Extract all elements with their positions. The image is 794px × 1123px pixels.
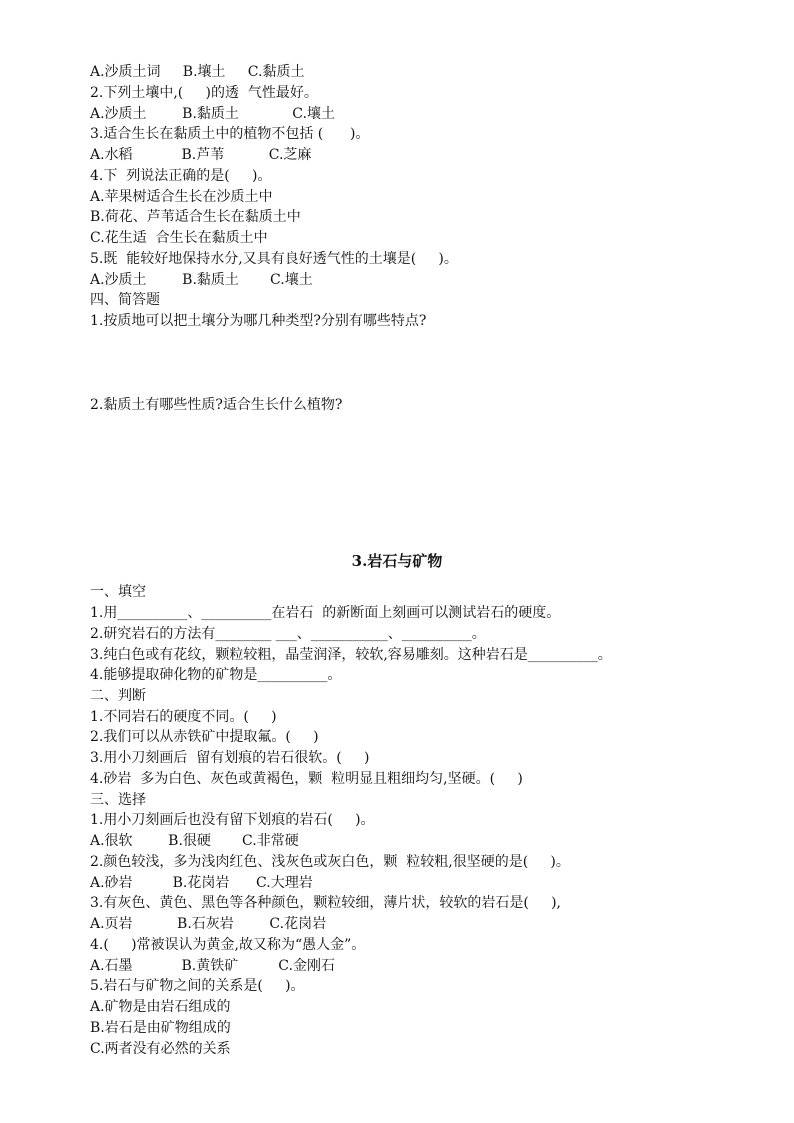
fill-q4: 4.能够提取砷化物的矿物是__________。 — [90, 667, 342, 683]
choice-heading: 三、选择 — [90, 792, 146, 808]
choice-q2-options: A.砂岩 B.花岗岩 C.大理岩 — [90, 875, 313, 891]
soil-q2-options: A.沙质土 B.黏质土 C.壤土 — [90, 106, 335, 122]
choice-q5: 5.岩石与矿物之间的关系是( )。 — [90, 978, 305, 994]
choice-q3: 3.有灰色、黄色、黑色等各种颜色，颗粒较细，薄片状，较软的岩石是( ), — [90, 895, 561, 911]
judge-q1: 1.不同岩石的硬度不同。( ) — [90, 709, 277, 725]
choice-q4: 4.( )常被误认为黄金,故又称为“愚人金”。 — [90, 937, 366, 953]
choice-q5-option-a: A.矿物是由岩石组成的 — [90, 999, 231, 1015]
judge-q3: 3.用小刀刻画后 留有划痕的岩石很软。( ) — [90, 750, 370, 766]
soil-q3-options: A.水稻 B.芦苇 C.芝麻 — [90, 147, 312, 163]
short-answer-heading: 四、简答题 — [90, 292, 160, 308]
choice-q3-options: A.页岩 B.石灰岩 C.花岗岩 — [90, 916, 327, 932]
soil-q1-options: A.沙质土词 B.壤土 C.黏质土 — [90, 64, 305, 80]
soil-q4: 4.下 列说法正确的是( )。 — [90, 168, 272, 184]
judge-q2: 2.我们可以从赤铁矿中提取氟。( ) — [90, 729, 319, 745]
fill-q2: 2.研究岩石的方法有________ ___、___________、__________。 — [90, 626, 486, 642]
soil-q5: 5.既 能较好地保持水分,又具有良好透气性的土壤是( )。 — [90, 251, 458, 267]
choice-q2: 2.颜色较浅，多为浅肉红色、浅灰色或灰白色，颗 粒较粗,很坚硬的是( )。 — [90, 854, 570, 870]
soil-q4-option-c: C.花生适 合生长在黏质土中 — [90, 230, 268, 246]
judge-heading: 二、判断 — [90, 688, 146, 704]
fill-heading: 一、填空 — [90, 584, 146, 600]
choice-q5-option-c: C.两者没有必然的关系 — [90, 1041, 231, 1057]
section-title: 3.岩石与矿物 — [351, 552, 443, 570]
choice-q1: 1.用小刀刻画后也没有留下划痕的岩石( )。 — [90, 812, 375, 828]
soil-q4-option-a: A.苹果树适合生长在沙质土中 — [90, 189, 273, 205]
choice-q1-options: A.很软 B.很硬 C.非常硬 — [90, 833, 299, 849]
judge-q4: 4.砂岩 多为白色、灰色或黄褐色，颗 粒明显且粗细均匀,坚硬。( ) — [90, 771, 523, 787]
soil-q3: 3.适合生长在黏质土中的植物不包括 ( )。 — [90, 126, 370, 142]
choice-q4-options: A.石墨 B.黄铁矿 C.金刚石 — [90, 958, 335, 974]
soil-q5-options: A.沙质土 B.黏质土 C.壤土 — [90, 272, 313, 288]
short-answer-q2: 2.黏质土有哪些性质?适合生长什么植物? — [90, 397, 343, 413]
soil-q2: 2.下列土壤中,( )的透 气性最好。 — [90, 85, 318, 101]
choice-q5-option-b: B.岩石是由矿物组成的 — [90, 1020, 231, 1036]
short-answer-q1: 1.按质地可以把土壤分为哪几种类型?分别有哪些特点? — [90, 313, 427, 329]
fill-q1: 1.用__________、__________在岩石 的新断面上刻画可以测试岩石的硬度。 — [90, 605, 561, 621]
fill-q3: 3.纯白色或有花纹，颗粒较粗，晶莹润泽，较软,容易雕刻。这种岩石是__________。 — [90, 647, 612, 663]
soil-q4-option-b: B.荷花、芦苇适合生长在黏质土中 — [90, 209, 301, 225]
